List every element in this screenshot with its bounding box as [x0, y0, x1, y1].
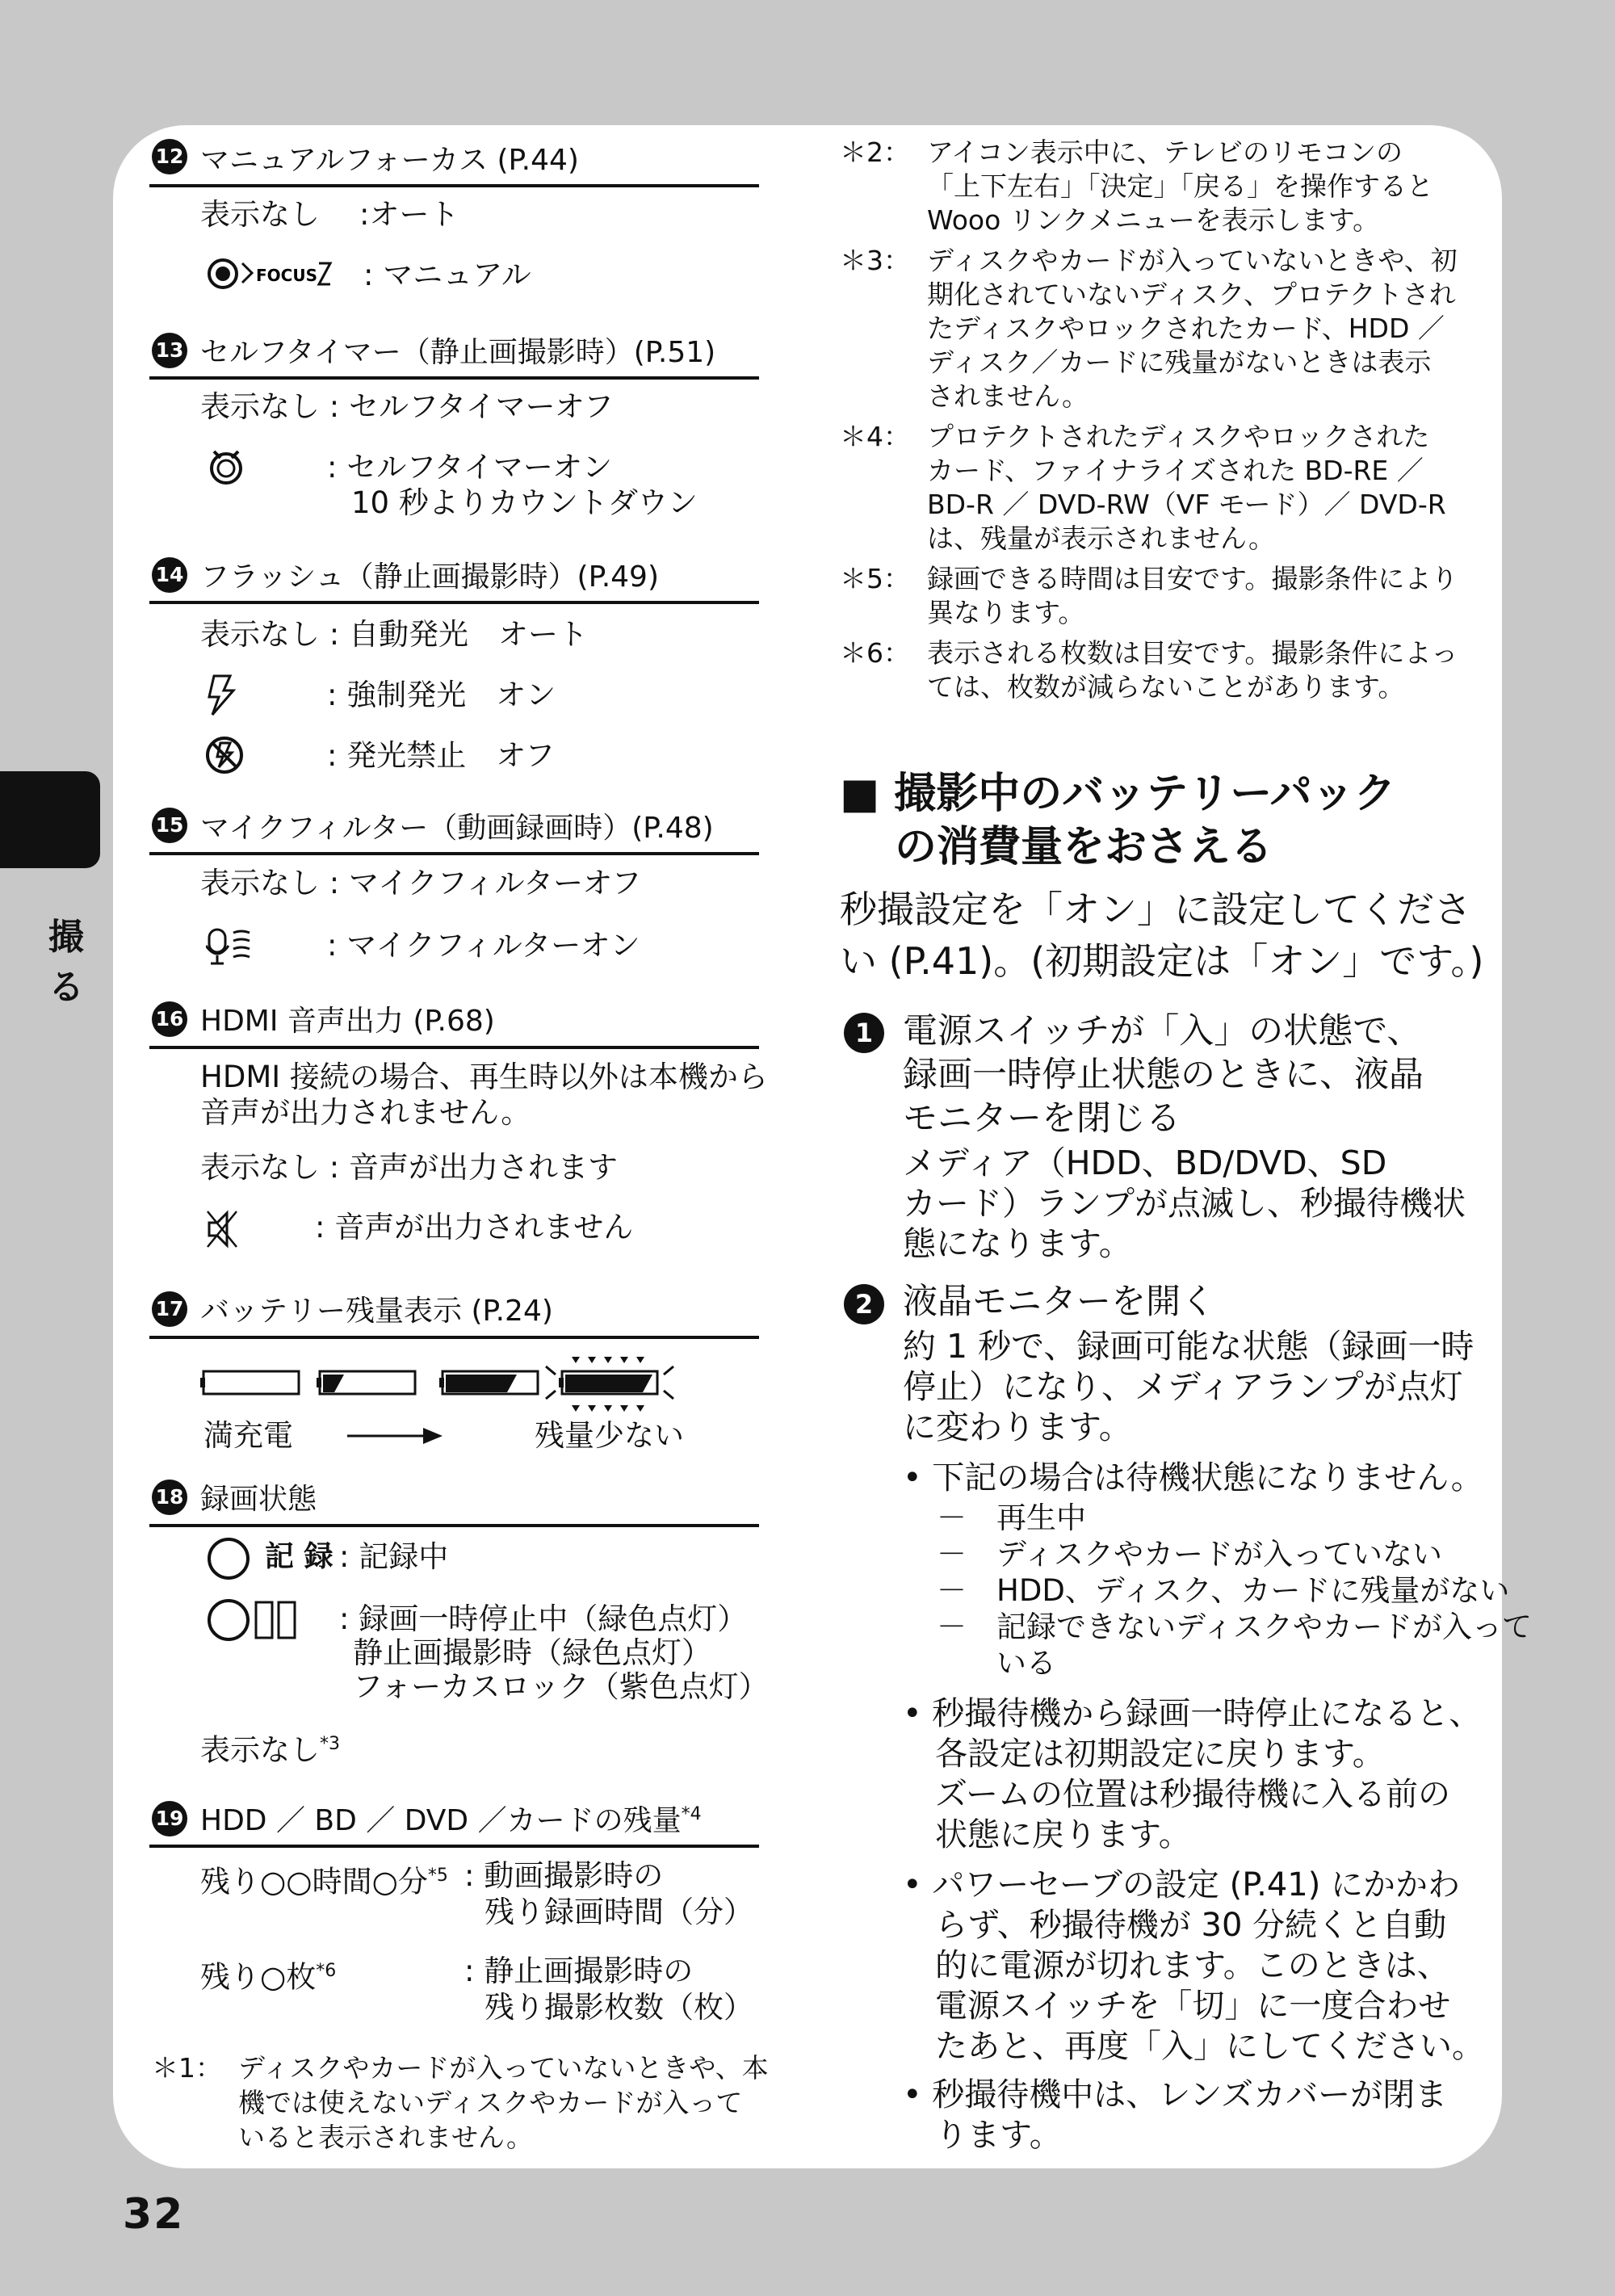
footnote-line: いると表示されません。	[238, 2122, 533, 2153]
intro-text: い (P.41)。(初期設定は「オン」です。)	[840, 939, 1484, 983]
row-text: 表示なし : マイクフィルターオフ	[200, 866, 642, 900]
item-number-16: 16	[152, 1001, 187, 1037]
chapter-tab	[0, 771, 100, 868]
step-body: に変わります。	[903, 1408, 1132, 1446]
step-body: 態になります。	[903, 1224, 1132, 1263]
row-value: : セルフタイマーオン	[327, 450, 613, 485]
row-value: : 発光禁止 オフ	[327, 738, 556, 773]
page-number: 32	[123, 2190, 185, 2239]
row-text: 表示なし$^{*3}$	[200, 1732, 340, 1768]
row-value: : マニュアル	[363, 258, 531, 292]
section-rule	[149, 1046, 759, 1049]
note-mark: ＊3：	[840, 245, 910, 276]
row-value-cont: 10 秒よりカウントダウン	[351, 485, 698, 520]
note-line: 異なります。	[927, 597, 1085, 628]
item-number-13: 13	[152, 333, 187, 368]
note-line: プロテクトされたディスクやロックされた	[927, 421, 1430, 452]
step-title: モニターを閉じる	[903, 1098, 1181, 1139]
row-value: : 音声が出力されません	[315, 1210, 634, 1245]
step-title: 録画一時停止状態のときに、液晶	[903, 1055, 1424, 1095]
section-rule	[149, 376, 759, 380]
row-label: 表示なし	[200, 197, 320, 232]
flash-on-icon	[206, 674, 238, 716]
item-number-15: 15	[152, 808, 187, 843]
note-line: カード、ファイナライズされた BD-RE ／	[927, 455, 1424, 486]
bullet-item: • 下記の場合は待機状態になりません。	[903, 1459, 1483, 1496]
item-number-18: 18	[152, 1480, 187, 1515]
note-mark: ＊2：	[840, 136, 910, 168]
bullet-item: • 秒撮待機中は、レンズカバーが閉ま	[903, 2076, 1448, 2113]
item-number-12: 12	[152, 139, 187, 174]
dash-item: － HDD、ディスク、カードに残量がない	[937, 1573, 1510, 1608]
note-mark: ＊5：	[840, 563, 910, 594]
note-line: BD-R ／ DVD-RW（VF モード）／ DVD-R	[927, 489, 1446, 520]
note-mark: ＊4：	[840, 421, 910, 452]
section-title-remaining: HDD ／ BD ／ DVD ／カードの残量$^{*4}$	[200, 1804, 702, 1837]
item-number-19: 19	[152, 1801, 187, 1836]
mic-filter-icon	[206, 926, 254, 965]
step-title: 電源スイッチが「入」の状態で、	[903, 1011, 1422, 1051]
item-number-14: 14	[152, 557, 187, 593]
step-body: カード）ランプが点滅し、秒撮待機状	[903, 1184, 1466, 1223]
row-value: : 強制発光 オン	[327, 678, 556, 712]
note-line: ディスク／カードに残量がないときは表示	[927, 346, 1432, 378]
flash-off-icon	[204, 735, 245, 775]
step-title: 液晶モニターを開く	[903, 1282, 1215, 1322]
audio-muted-icon	[206, 1208, 238, 1250]
section-rule	[149, 852, 759, 855]
step-body: 約 1 秒で、録画可能な状態（録画一時	[903, 1327, 1474, 1366]
step-number-1: 1	[844, 1013, 884, 1053]
note-line: アイコン表示中に、テレビのリモコンの	[927, 136, 1403, 168]
section-title-manual-focus: マニュアルフォーカス (P.44)	[200, 144, 579, 177]
section-title-hdmi-audio: HDMI 音声出力 (P.68)	[200, 1005, 495, 1038]
row-label: 残り○枚$^{*6}$	[200, 1959, 337, 1995]
row-text: 表示なし : セルフタイマーオフ	[200, 389, 614, 424]
dash-item: － 再生中	[937, 1501, 1086, 1535]
record-label: 記 録	[265, 1540, 333, 1573]
section-title-flash: フラッシュ（静止画撮影時）(P.49)	[200, 560, 660, 594]
row-value: : 静止画撮影時の	[464, 1954, 694, 1988]
record-circle-icon	[206, 1536, 251, 1581]
row-value: : 記録中	[339, 1539, 449, 1574]
bullet-item-cont: らず、秒撮待機が 30 分続くと自動	[903, 1907, 1447, 1944]
step-body: メディア（HDD、BD/DVD、SD	[903, 1144, 1387, 1182]
bullet-item-cont: 電源スイッチを「切」に一度合わせ	[903, 1987, 1451, 2025]
note-line: Wooo リンクメニューを表示します。	[927, 204, 1380, 236]
section-rule	[149, 1524, 759, 1527]
row-value-cont: フォーカスロック（紫色点灯）	[353, 1669, 769, 1704]
bullet-item-cont: 各設定は初期設定に戻ります。	[903, 1736, 1385, 1773]
paragraph: 音声が出力されません。	[200, 1095, 531, 1130]
row-value-cont: 残り撮影枚数（枚）	[484, 1990, 753, 2025]
note-mark: ＊6：	[840, 637, 910, 669]
note-line: ては、枚数が減らないことがあります。	[927, 671, 1405, 703]
bullet-item-cont: 状態に戻ります。	[903, 1816, 1191, 1853]
paragraph: HDMI 接続の場合、再生時以外は本機から	[200, 1060, 768, 1094]
dash-item: いる	[937, 1646, 1056, 1681]
self-timer-icon	[206, 447, 246, 487]
section-rule	[149, 1845, 759, 1848]
battery-low-label: 残量少ない	[535, 1418, 684, 1453]
chapter-label: 撮る	[48, 917, 84, 1008]
note-line: たディスクやロックされたカード、HDD ／	[927, 313, 1445, 344]
note-line: は、残量が表示されません。	[927, 523, 1275, 554]
bullet-item-cont: ります。	[903, 2117, 1062, 2154]
item-number-17: 17	[152, 1291, 187, 1327]
step-body: 停止）になり、メディアランプが点灯	[903, 1367, 1463, 1406]
section-title-mic-filter: マイクフィルター（動画録画時）(P.48)	[200, 812, 714, 845]
bullet-item: • 秒撮待機から録画一時停止になると、	[903, 1695, 1482, 1732]
note-line: 表示される枚数は目安です。撮影条件によっ	[927, 637, 1458, 669]
section-title-battery: バッテリー残量表示 (P.24)	[200, 1295, 553, 1328]
section-rule	[149, 184, 759, 187]
note-line: 録画できる時間は目安です。撮影条件により	[927, 563, 1458, 594]
section-title-record-status: 録画状態	[200, 1483, 317, 1516]
row-value: :オート	[359, 197, 459, 232]
note-line: されません。	[927, 380, 1089, 412]
section-title-self-timer: セルフタイマー（静止画撮影時）(P.51)	[200, 336, 716, 369]
step-number-2: 2	[844, 1284, 884, 1324]
row-value: : 録画一時停止中（緑色点灯）	[339, 1601, 748, 1636]
section-rule	[149, 1336, 759, 1339]
record-pause-icon	[206, 1597, 303, 1643]
bullet-item-cont: たあと、再度「入」にしてください。	[903, 2028, 1484, 2065]
row-value-cont: 残り録画時間（分）	[484, 1895, 753, 1929]
footnote-line: ディスクやカードが入っていないときや、本	[238, 2052, 769, 2084]
battery-level-icons	[200, 1347, 685, 1404]
row-value-cont: 静止画撮影時（緑色点灯）	[353, 1635, 711, 1670]
row-text: 表示なし : 音声が出力されます	[200, 1150, 618, 1185]
row-value: : 動画撮影時の	[464, 1858, 664, 1893]
dash-item: － 記録できないディスクやカードが入って	[937, 1610, 1533, 1644]
intro-text: 秒撮設定を「オン」に設定してくださ	[840, 888, 1471, 931]
section-heading-cont: の消費量をおさえる	[895, 823, 1273, 871]
battery-full-label: 満充電	[203, 1418, 293, 1453]
section-heading: ■ 撮影中のバッテリーパック	[840, 770, 1396, 818]
arrow-right-icon	[347, 1426, 444, 1446]
dash-item: － ディスクやカードが入っていない	[937, 1537, 1443, 1572]
manual-focus-icons	[206, 257, 359, 291]
note-line: 期化されていないディスク、プロテクトされ	[927, 279, 1456, 310]
row-label: 残り○○時間○分$^{*5}$	[200, 1864, 448, 1899]
row-text: 表示なし : 自動発光 オート	[200, 617, 588, 652]
svg-text:FOCUS: FOCUS	[256, 266, 317, 285]
section-rule	[149, 601, 759, 604]
footnote-line: 機では使えないディスクやカードが入って	[238, 2087, 743, 2118]
bullet-item: • パワーセーブの設定 (P.41) にかかわ	[903, 1866, 1461, 1904]
bullet-item-cont: 的に電源が切れます。このときは、	[903, 1947, 1449, 1984]
note-line: 「上下左右」「決定」「戻る」を操作すると	[927, 170, 1433, 202]
bullet-item-cont: ズームの位置は秒撮待機に入る前の	[903, 1776, 1450, 1813]
row-value: : マイクフィルターオン	[327, 928, 640, 963]
note-line: ディスクやカードが入っていないときや、初	[927, 245, 1458, 276]
footnote-mark: ＊1：	[152, 2052, 222, 2084]
